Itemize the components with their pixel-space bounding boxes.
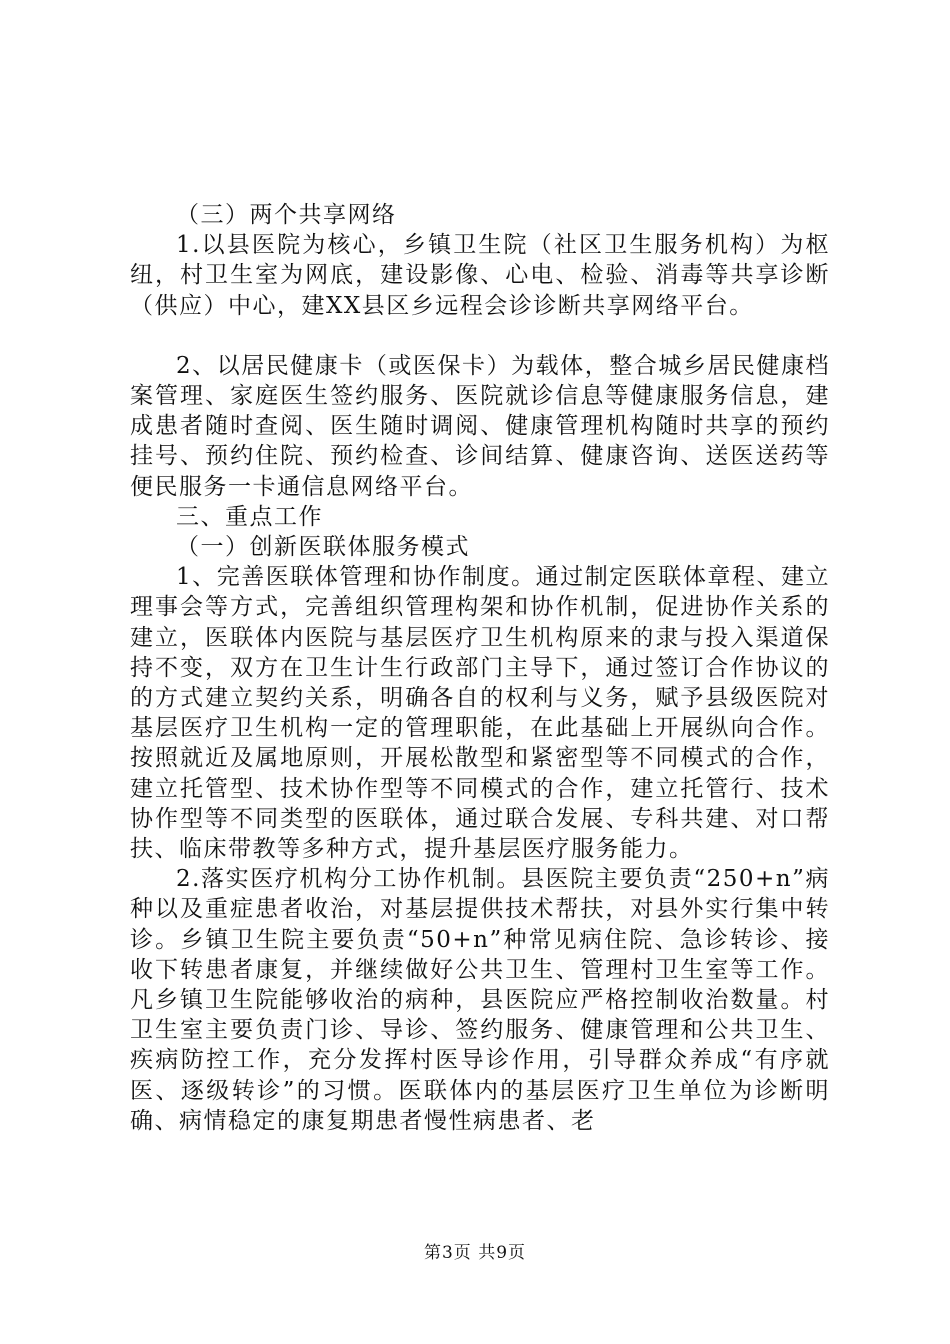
section-heading-two-networks: （三）两个共享网络 (176, 202, 397, 228)
paragraph-network-1: 1.以县医院为核心，乡镇卫生院（社区卫生服务机构）为枢纽，村卫生室为网底，建设影像、心电、检验、消毒等共享诊断（供应）中心，建XX县区乡远程会诊诊断共享网络平台。 (130, 232, 830, 319)
page-number: 第3页 共9页 (423, 1243, 527, 1263)
paragraph-network-2: 2、以居民健康卡（或医保卡）为载体，整合城乡居民健康档案管理、家庭医生签约服务、医院就诊信息等健康服务信息，建成患者随时查阅、医生随时调阅、健康管理机构随时共享的预约挂号、预约住院、预约检查、诊间结算、健康咨询、送医送药等便民服务一卡通信息网络平台。 (130, 352, 830, 500)
paragraph-spacer (130, 321, 830, 351)
page-footer (0, 1238, 950, 1263)
subsection-heading-service-model: （一）创新医联体服务模式 (176, 534, 470, 561)
document-body (130, 200, 830, 1136)
section-heading-key-work: 三、重点工作 (176, 503, 323, 530)
paragraph-management-system: 1、完善医联体管理和协作制度。通过制定医联体章程、建立理事会等方式，完善组织管理构架和协作机制，促进协作关系的建立，医联体内医院与基层医疗卫生机构原来的隶与投入渠道保持不变，双方在卫生计生行政部门主导下，通过签订合作协议的的方式建立契约关系，明确各自的权利与义务，赋予县级医院对基层医疗卫生机构一定的管理职能，在此基础上开展纵向合作。按照就近及属地原则，开展松散型和紧密型等不同模式的合作，建立托管型、技术协作型等不同模式的合作，建立托管行、技术协作型等不同类型的医联体，通过联合发展、专科共建、对口帮扶、临床带教等多种方式，提升基层医疗服务能力。 (130, 564, 830, 863)
paragraph-division-of-labor: 2.落实医疗机构分工协作机制。县医院主要负责“250+n”病种以及重症患者收治，对基层提供技术帮扶，对县外实行集中转诊。乡镇卫生院主要负责“50+n”种常见病住院、急诊转诊、接收下转患者康复，并继续做好公共卫生、管理村卫生室等工作。凡乡镇卫生院能够收治的病种，县医院应严格控制收治数量。村卫生室主要负责门诊、导诊、签约服务、健康管理和公共卫生、疾病防控工作，充分发挥村医导诊作用，引导群众养成“有序就医、逐级转诊”的习惯。医联体内的基层医疗卫生单位为诊断明确、病情稳定的康复期患者慢性病患者、老 (130, 866, 830, 1134)
